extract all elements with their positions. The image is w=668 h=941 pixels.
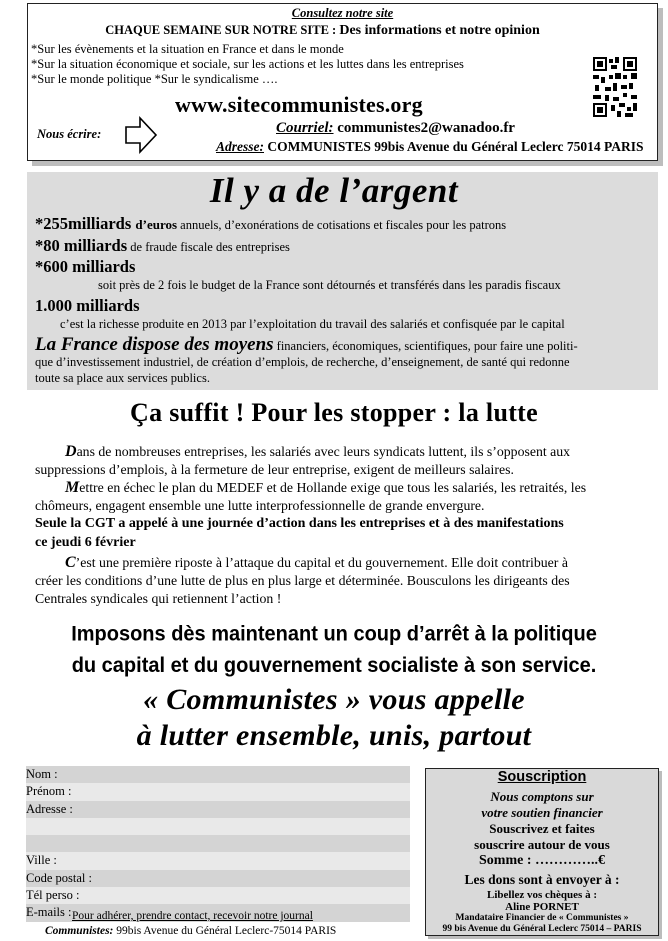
topic-line-1: *Sur les évènements et la situation en France et dans le monde <box>31 42 344 56</box>
form-field-code-postal[interactable] <box>26 870 410 887</box>
paragraph-3-line-1: ’est une première riposte à l’attaque du capital et du gouvernement. Elle doit contribuer à <box>75 555 568 570</box>
arrow-right-icon <box>124 116 158 154</box>
money-line-3-amount-text: *600 milliards <box>35 257 136 276</box>
paragraph-1-dropcap: D <box>65 443 77 460</box>
call-line-2: à lutter ensemble, unis, partout <box>136 719 532 752</box>
subscription-send-to: Les dons sont à envoyer à : <box>464 872 620 887</box>
paragraph-3-line-2: créer les conditions d’une lutte de plus en plus large et déterminée. Bousculons les dirigeants des <box>35 573 570 589</box>
topic-line-3: *Sur le monde politique *Sur le syndicalisme …. <box>31 72 278 86</box>
money-line-2 <box>35 236 290 256</box>
subscription-cheques: Libellez vos chèques à : <box>487 889 597 901</box>
email-line <box>276 120 515 137</box>
money-line-1 <box>35 214 506 234</box>
money-line-1-amount: *255milliards <box>35 214 136 233</box>
form-field-adresse-2[interactable] <box>26 818 410 835</box>
consult-heading: Consultez notre site <box>291 6 394 20</box>
subscription-payee: Aline PORNET <box>505 901 579 913</box>
form-label-adresse: Adresse : <box>26 801 73 816</box>
money-line-3-amount <box>35 257 135 277</box>
email-link[interactable]: communistes2@wanadoo.fr <box>333 120 515 136</box>
form-field-tel[interactable] <box>26 887 410 904</box>
france-text-3: toute sa place aux services publics. <box>35 371 210 385</box>
paragraph-2 <box>35 479 660 515</box>
site-url-link[interactable]: www.sitecommunistes.org <box>175 92 423 117</box>
paragraph-2-dropcap: M <box>65 479 80 496</box>
impose-line-2: du capital et du gouvernement socialiste à son service. <box>71 653 597 678</box>
write-us-label: Nous écrire: <box>37 127 102 141</box>
france-text-2: que d’investissement industriel, de création d’emplois, de recherche, d’enseignement, de santé qui redonne <box>35 355 570 369</box>
money-line-4-amount-text: 1.000 milliards <box>35 296 140 315</box>
call-line-1: « Communistes » vous appelle <box>143 683 525 716</box>
call-headline <box>0 682 668 754</box>
money-line-1-unit: d’euros <box>135 217 178 232</box>
subscription-amount: Somme : …………..€ <box>479 853 605 868</box>
subscription-box <box>425 768 659 936</box>
form-address-label: Communistes: <box>45 925 114 937</box>
france-line-1 <box>35 334 578 356</box>
paragraph-2-line-1: ettre en échec le plan du MEDEF et de Hollande exige que tous les salariés, les retraités, les <box>79 480 587 495</box>
form-label-tel: Tél perso : <box>26 888 80 903</box>
form-field-prenom[interactable] <box>26 783 410 800</box>
money-line-4-amount <box>35 296 140 316</box>
form-field-adresse[interactable] <box>26 801 410 818</box>
cgt-line-2: ce jeudi 6 février <box>35 534 136 550</box>
impose-headline <box>0 619 668 682</box>
paragraph-3-dropcap: C <box>65 554 76 571</box>
paragraph-1-line-2: suppressions d’emplois, à la fermeture de leur entreprise, exigent de meilleurs salaires. <box>35 462 514 478</box>
france-text-1: financiers, économiques, scientifiques, pour faire une politi- <box>273 339 578 353</box>
impose-line-1: Imposons dès maintenant un coup d’arrêt à la politique <box>71 622 597 646</box>
subscription-mandataire: Mandataire Financier de « Communistes » <box>455 913 629 923</box>
email-label: Courriel: <box>276 120 334 136</box>
subscription-title: Souscription <box>497 769 587 785</box>
money-line-3-text: soit près de 2 fois le budget de la France sont détournés et transférés dans les paradis fiscaux <box>98 278 561 292</box>
subscription-address: 99 bis Avenue du Général Leclerc 75014 – PARIS <box>442 924 642 934</box>
money-line-4-text: c’est la richesse produite en 2013 par l’exploitation du travail des salariés et confisquée par le capital <box>60 317 565 331</box>
form-label-prenom: Prénom : <box>26 784 72 799</box>
subscription-line-1: Nous comptons sur <box>490 789 594 804</box>
form-address-value: 99bis Avenue du Général Leclerc-75014 PARIS <box>113 925 337 937</box>
struggle-heading: Ça suffit ! Pour les stopper : la lutte <box>130 398 538 427</box>
form-label-emails: E-mails : <box>26 905 72 920</box>
cgt-announcement <box>35 515 660 552</box>
money-line-2-amount: *80 milliards <box>35 236 128 255</box>
form-address-line <box>45 925 336 937</box>
qr-code-icon <box>593 57 637 117</box>
form-label-nom: Nom : <box>26 767 58 781</box>
weekly-headline <box>28 23 617 39</box>
form-field-ville[interactable] <box>26 852 410 869</box>
address-label: Adresse: <box>216 139 264 154</box>
subscription-line-3: Souscrivez et faites <box>489 821 595 836</box>
join-caption: Pour adhérer, prendre contact, recevoir notre journal <box>72 910 313 922</box>
form-field-nom[interactable] <box>26 766 410 783</box>
money-line-2-text: de fraude fiscale des entreprises <box>127 240 290 254</box>
header-box <box>27 3 658 161</box>
cgt-line-1: Seule la CGT a appelé à une journée d’action dans les entreprises et à des manifestations <box>35 516 564 531</box>
paragraph-3 <box>35 554 660 609</box>
subscription-line-4: souscrire autour de vous <box>474 837 610 852</box>
address-line <box>216 139 644 155</box>
money-line-1-text: annuels, d’exonérations de cotisations et fiscales pour les patrons <box>177 218 507 232</box>
weekly-headline-b: Des informations et notre opinion <box>339 23 540 38</box>
subscription-line-2: votre soutien financier <box>481 805 603 820</box>
france-label: La France dispose des moyens <box>35 334 274 355</box>
paragraph-2-line-2: chômeurs, engagent ensemble une lutte interprofessionnelle de grande envergure. <box>35 498 485 514</box>
topic-line-2: *Sur la situation économique et sociale, sur les actions et les luttes dans les entreprises <box>31 57 464 71</box>
address-value: COMMUNISTES 99bis Avenue du Général Leclerc 75014 PARIS <box>264 139 644 154</box>
paragraph-1 <box>35 443 660 479</box>
membership-form <box>26 766 410 922</box>
money-title: Il y a de l’argent <box>209 171 459 210</box>
form-field-adresse-3[interactable] <box>26 835 410 852</box>
paragraph-3-line-3: Centrales syndicales qui retiennent l’action ! <box>35 591 282 607</box>
form-label-ville: Ville : <box>26 853 57 868</box>
form-label-code-postal: Code postal : <box>26 870 92 885</box>
weekly-headline-a: CHAQUE SEMAINE SUR NOTRE SITE : <box>105 23 340 37</box>
paragraph-1-line-1: ans de nombreuses entreprises, les salariés avec leurs syndicats luttent, ils s’opposent aux <box>76 444 571 459</box>
